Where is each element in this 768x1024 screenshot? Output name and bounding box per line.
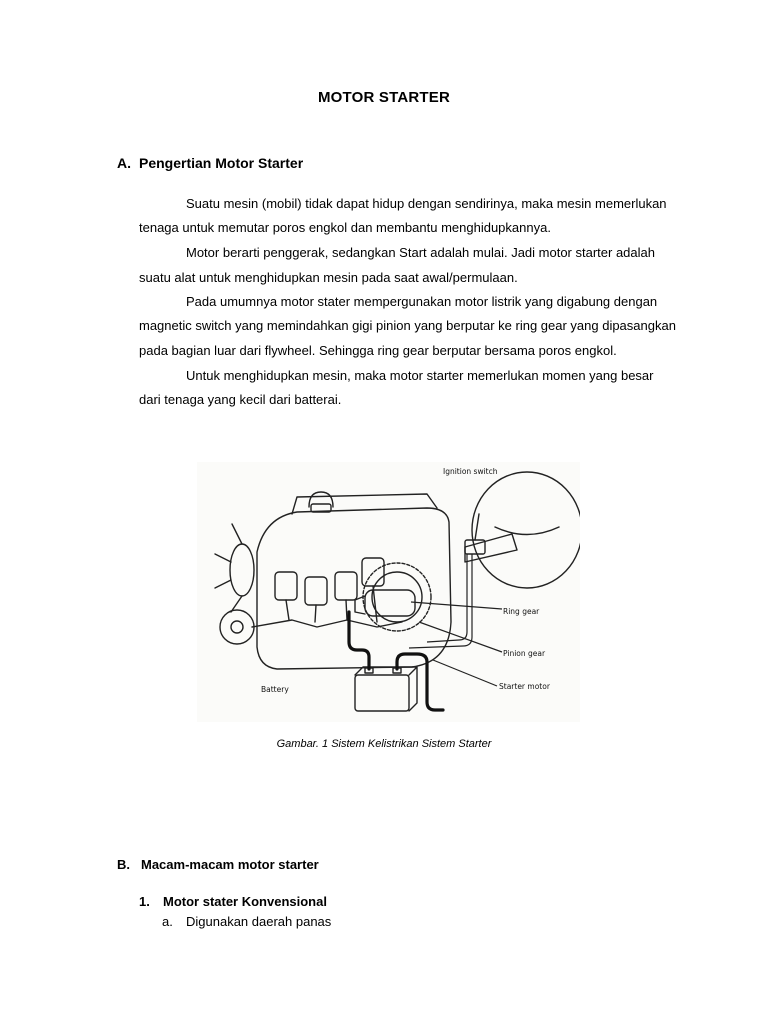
subsection-1-heading-text: Motor stater Konvensional bbox=[163, 894, 327, 909]
ring-gear-label: Ring gear bbox=[503, 607, 540, 616]
subsection-1-heading bbox=[139, 894, 327, 909]
paragraph-line: dari tenaga yang kecil dari batterai. bbox=[139, 392, 342, 407]
paragraph-line: pada bagian luar dari flywheel. Sehingga ring gear berputar bersama poros engkol. bbox=[139, 343, 617, 358]
paragraph-line: tenaga untuk memutar poros engkol dan membantu menghidupkannya. bbox=[139, 220, 551, 235]
paragraph-line: suatu alat untuk menghidupkan mesin pada saat awal/permulaan. bbox=[139, 270, 518, 285]
section-b-marker: B. bbox=[117, 857, 130, 872]
starter-motor-label: Starter motor bbox=[499, 682, 550, 691]
starter-system-illustration bbox=[197, 462, 580, 722]
section-b-heading bbox=[117, 857, 319, 872]
list-item-marker: a. bbox=[162, 914, 173, 929]
paragraph-line: Untuk menghidupkan mesin, maka motor starter memerlukan momen yang besar bbox=[186, 368, 654, 383]
page-title: MOTOR STARTER bbox=[317, 89, 451, 106]
starter-system-figure bbox=[197, 462, 580, 722]
figure-caption: Gambar. 1 Sistem Kelistrikan Sistem Starter bbox=[276, 738, 492, 750]
paragraph-line: magnetic switch yang memindahkan gigi pinion yang berputar ke ring gear yang dipasangkan bbox=[139, 318, 676, 333]
list-item-text: Digunakan daerah panas bbox=[186, 914, 332, 929]
paragraph-line: Pada umumnya motor stater mempergunakan motor listrik yang digabung dengan bbox=[186, 294, 658, 309]
section-a-heading bbox=[117, 155, 303, 171]
section-a-heading-text: Pengertian Motor Starter bbox=[139, 155, 304, 171]
section-a-marker: A. bbox=[117, 155, 131, 171]
list-item bbox=[162, 914, 331, 929]
section-b-heading-text: Macam-macam motor starter bbox=[141, 857, 319, 872]
battery-label: Battery bbox=[261, 685, 289, 694]
pinion-gear-label: Pinion gear bbox=[503, 649, 546, 658]
paragraph-line: Motor berarti penggerak, sedangkan Start adalah mulai. Jadi motor starter adalah bbox=[186, 245, 655, 260]
subsection-1-marker: 1. bbox=[139, 894, 150, 909]
paragraph-line: Suatu mesin (mobil) tidak dapat hidup dengan sendirinya, maka mesin memerlukan bbox=[186, 196, 667, 211]
ignition-switch-label: Ignition switch bbox=[443, 467, 498, 476]
